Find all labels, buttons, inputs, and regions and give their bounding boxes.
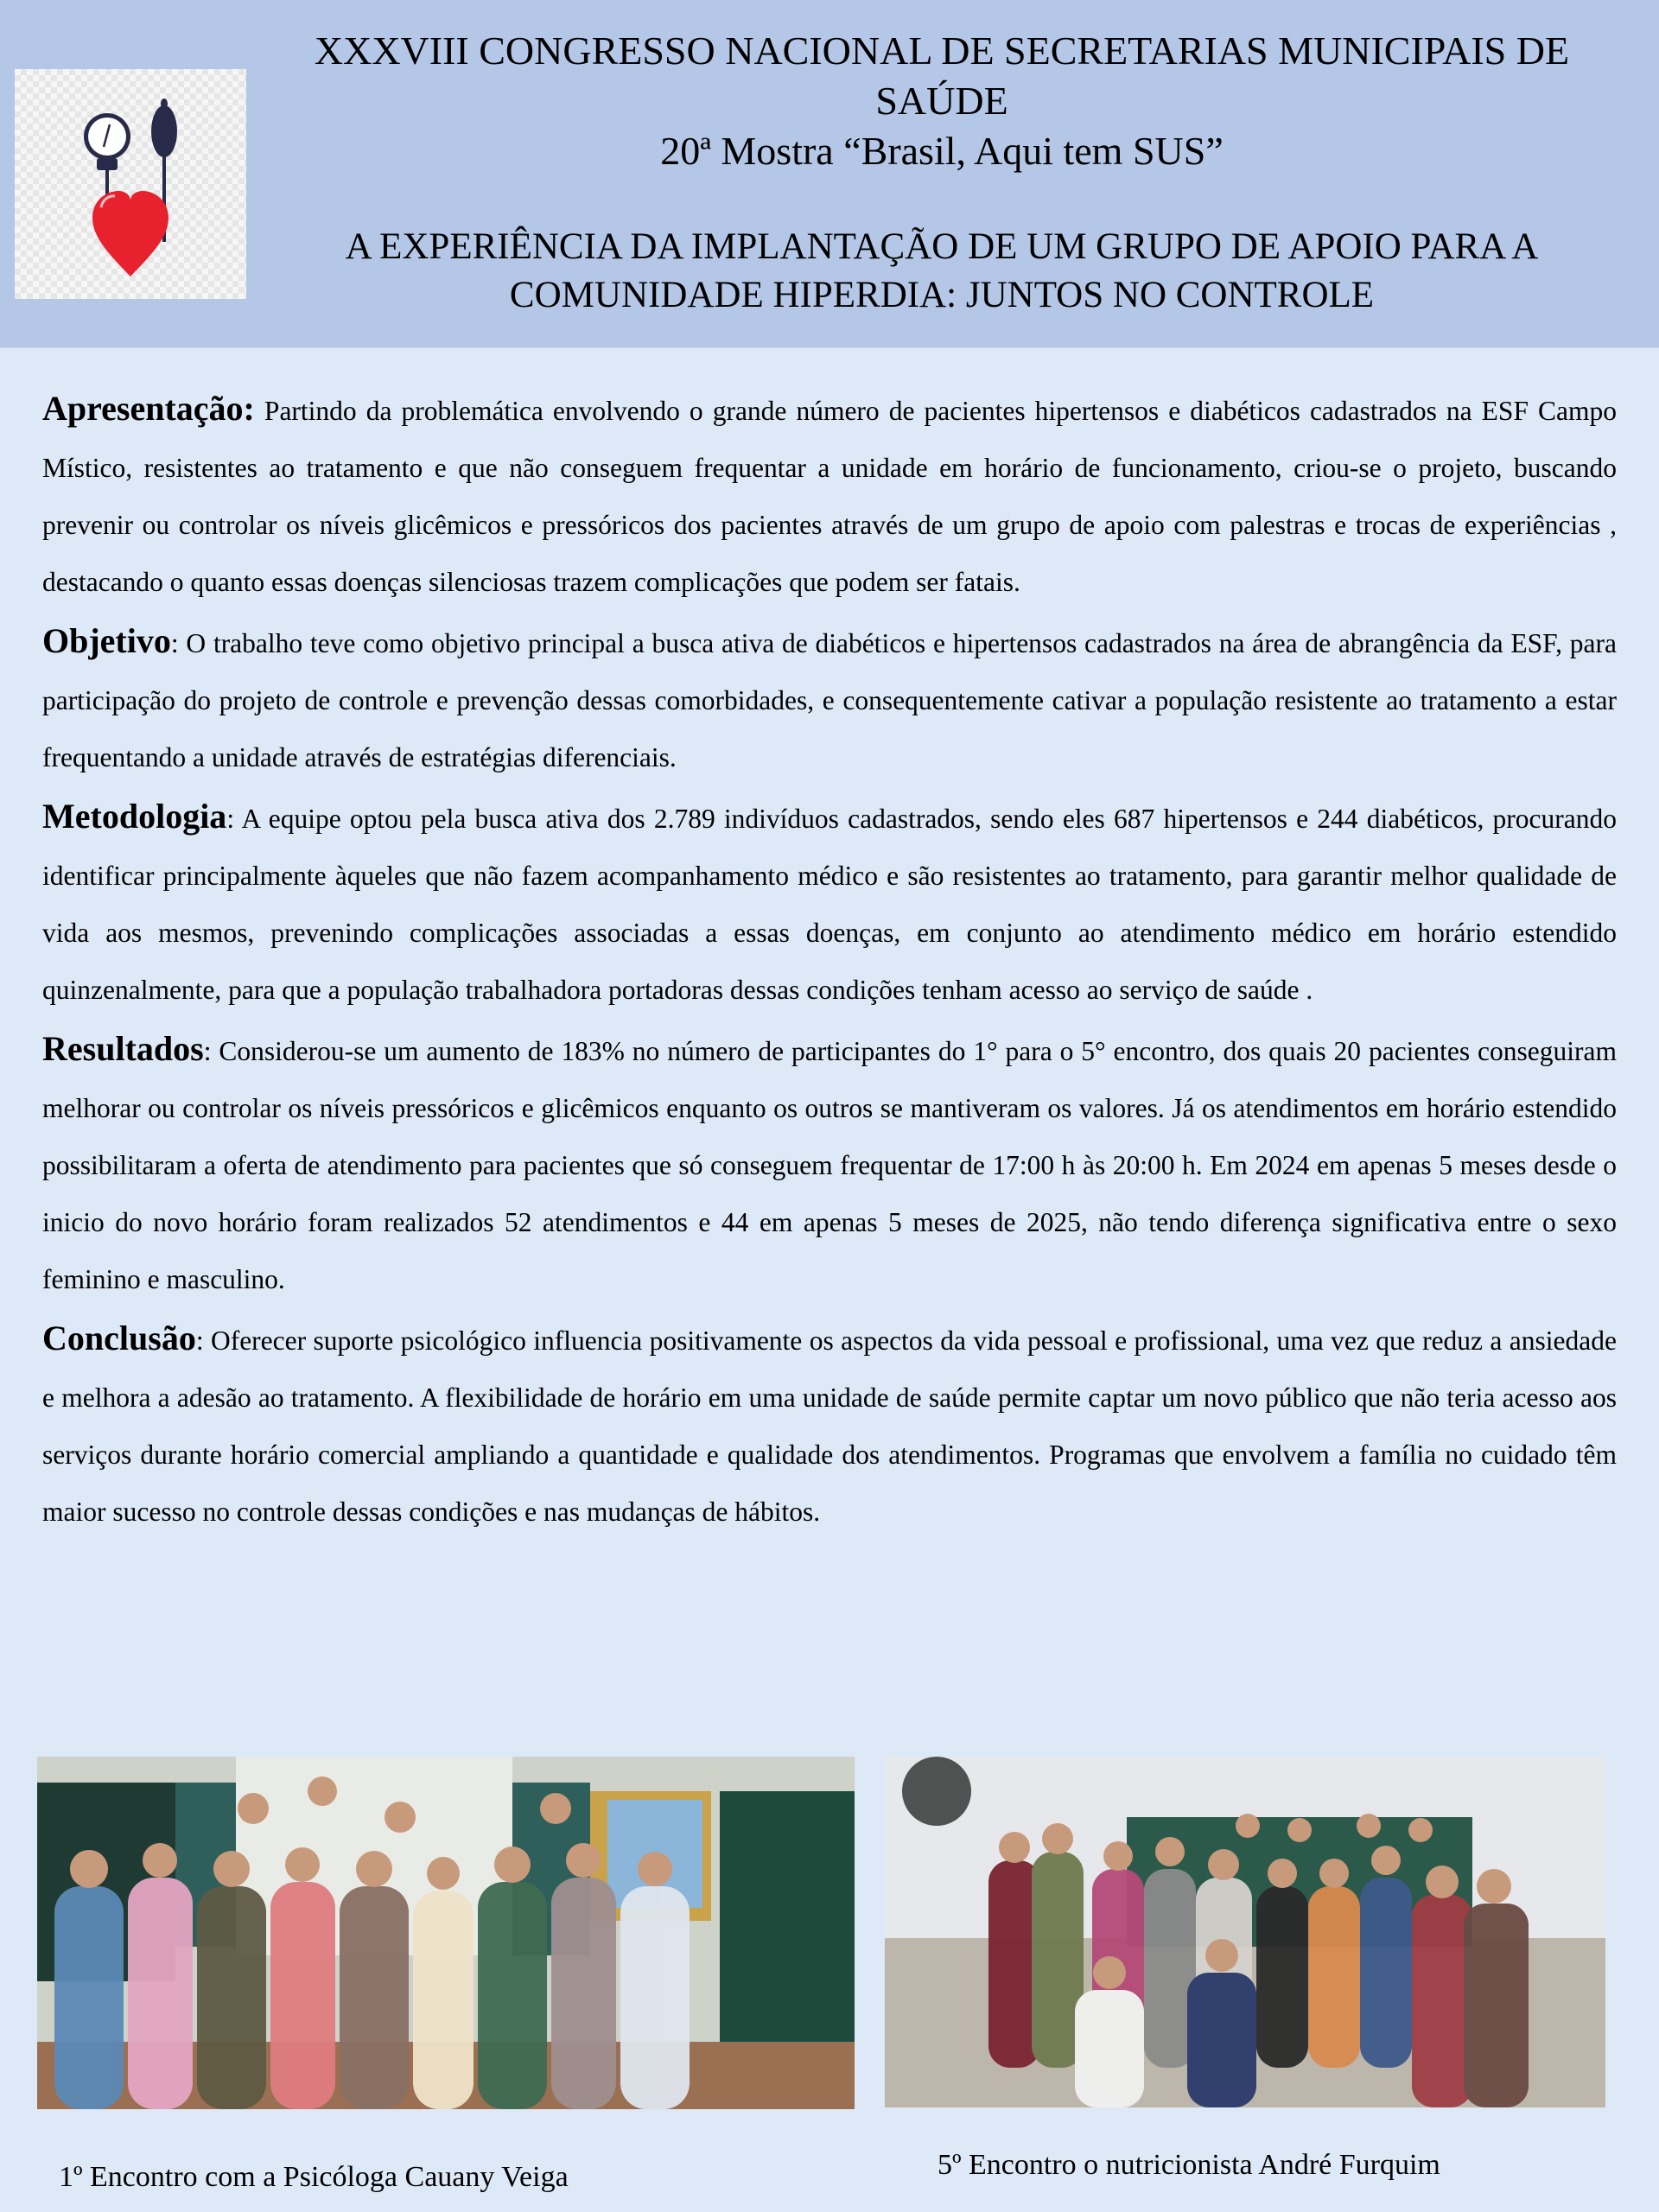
photo-caption-first-meeting: 1º Encontro com a Psicóloga Cauany Veiga <box>59 2161 569 2193</box>
poster-header <box>0 0 1659 348</box>
poster-body <box>42 380 1617 1541</box>
section-text: : Oferecer suporte psicológico influencia positivamente os aspectos da vida pessoal e profissional, uma vez que reduz a ansiedade e melhora a adesão ao tratamento. A flexibilidade de horário em uma unidade de saúde permite captar um novo público que não teria acesso aos serviços durante horário comercial ampliando a quantidade e qualidade dos atendimentos. Programas que envolvem a família no cuidado têm maior sucesso no controle dessas condições e nas mudanças de hábitos. <box>42 1325 1617 1527</box>
section-apresentacao <box>42 380 1617 611</box>
project-title-line-2: COMUNIDADE HIPERDIA: JUNTOS NO CONTROLE <box>509 275 1375 315</box>
logo <box>15 69 246 299</box>
section-label: Apresentação: <box>42 389 255 428</box>
project-title-line-1: A EXPERIÊNCIA DA IMPLANTAÇÃO DE UM GRUPO DE APOIO PARA A <box>345 226 1539 267</box>
section-label: Metodologia <box>42 797 227 836</box>
section-text: Partindo da problemática envolvendo o grande número de pacientes hipertensos e diabéticos cadastrados na ESF Campo Místico, resistentes ao tratamento e que não conseguem frequentar a unidade em horário de funcionamento, criou-se o projeto, buscando prevenir ou controlar os níveis glicêmicos e pressóricos dos pacientes através de um grupo de apoio com palestras e trocas de experiências , destacando o quanto essas doenças silenciosas trazem complicações que podem ser fatais. <box>42 396 1617 597</box>
photo-fifth-meeting <box>885 1757 1605 2107</box>
blood-pressure-heart-icon <box>15 69 246 299</box>
section-metodologia <box>42 788 1617 1019</box>
photo-first-meeting <box>37 1757 855 2109</box>
section-label: Objetivo <box>42 621 171 660</box>
section-label: Conclusão <box>42 1319 196 1357</box>
group-photo-image <box>37 1757 855 2109</box>
congress-title: XXXVIII CONGRESSO NACIONAL DE SECRETARIAS MUNICIPAIS DE SAÚDE <box>314 29 1570 123</box>
project-title <box>259 223 1624 320</box>
group-photo-image <box>885 1757 1605 2107</box>
photo-caption-fifth-meeting: 5º Encontro o nutricionista André Furquim <box>938 2149 1440 2181</box>
section-resultados <box>42 1020 1617 1308</box>
show-title: 20ª Mostra “Brasil, Aqui tem SUS” <box>660 129 1224 173</box>
title-block <box>259 26 1624 320</box>
section-conclusao <box>42 1310 1617 1541</box>
section-text: : Considerou-se um aumento de 183% no número de participantes do 1° para o 5° encontro, dos quais 20 pacientes conseguiram melhorar ou controlar os níveis pressóricos e glicêmicos enquanto os outros se mantiveram os valores. Já os atendimentos em horário estendido possibilitaram a oferta de atendimento para pacientes que só conseguem frequentar de 17:00 h às 20:00 h. Em 2024 em apenas 5 meses desde o inicio do novo horário foram realizados 52 atendimentos e 44 em apenas 5 meses de 2025, não tendo diferença significativa entre o sexo feminino e masculino. <box>42 1036 1617 1294</box>
section-text: : A equipe optou pela busca ativa dos 2.789 indivíduos cadastrados, sendo eles 687 hipertensos e 244 diabéticos, procurando identificar principalmente àqueles que não fazem acompanhamento médico e são resistentes ao tratamento, para garantir melhor qualidade de vida aos mesmos, prevenindo complicações associadas a essas doenças, em conjunto ao atendimento médico em horário estendido quinzenalmente, para que a população trabalhadora portadoras dessas condições tenham acesso ao serviço de saúde . <box>42 804 1617 1005</box>
section-objetivo <box>42 613 1617 786</box>
section-text: : O trabalho teve como objetivo principal a busca ativa de diabéticos e hipertensos cadastrados na área de abrangência da ESF, para participação do projeto de controle e prevenção dessas comorbidades, e consequentemente cativar a população resistente ao tratamento a estar frequentando a unidade através de estratégias diferenciais. <box>42 628 1617 772</box>
section-label: Resultados <box>42 1029 204 1068</box>
